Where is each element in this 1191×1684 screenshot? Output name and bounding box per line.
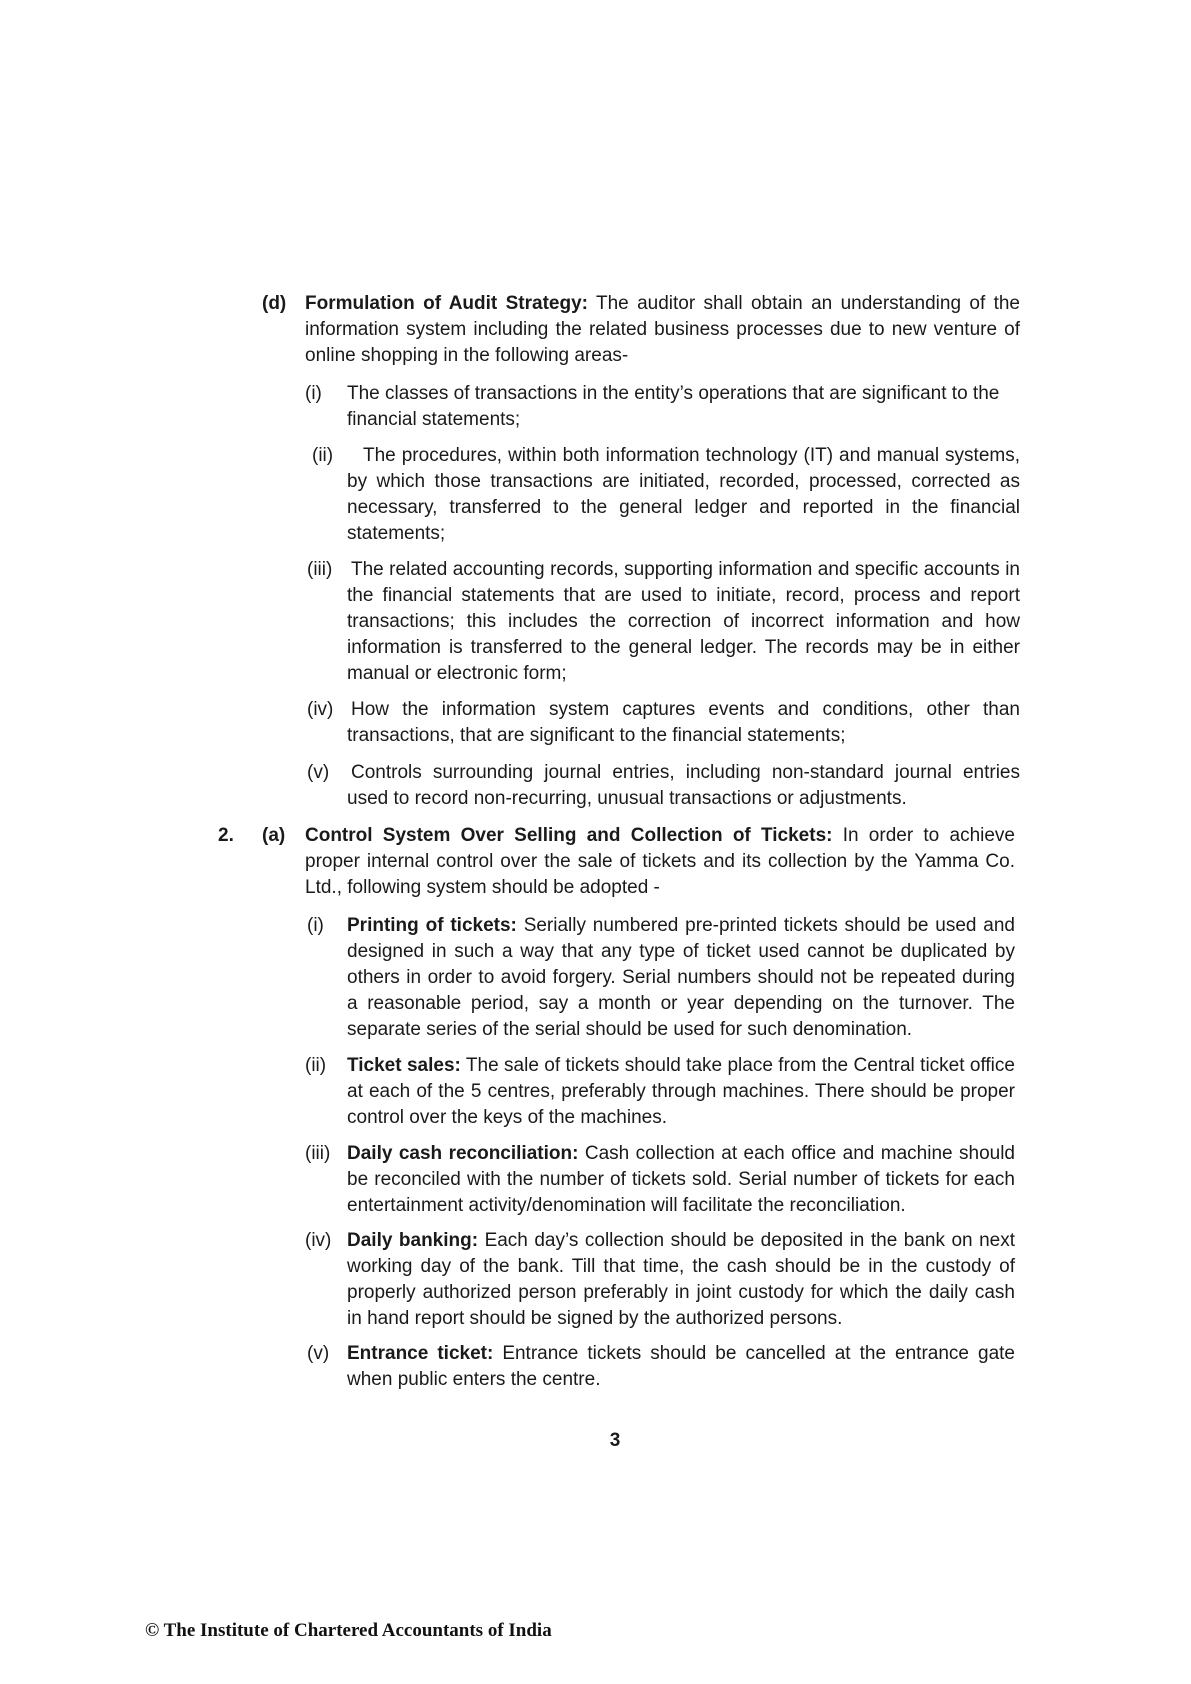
d-item-3-num: (iii) <box>307 559 333 580</box>
q2-item-3-text <box>347 1141 1015 1219</box>
q2-item-5-title: Entrance ticket: <box>347 1343 494 1364</box>
section-d-marker: (d) <box>262 293 287 314</box>
question-2-number: 2. <box>218 825 234 846</box>
d-item-2-num: (ii) <box>312 445 334 466</box>
q2-item-1-title: Printing of tickets: <box>347 915 517 936</box>
q2-item-4-title: Daily banking: <box>347 1230 479 1251</box>
d-item-5-text: Controls surrounding journal entries, including non-standard journal entries used to record non-recurring, unusual transactions or adjustments. <box>347 762 1020 809</box>
page-number: 3 <box>609 1430 621 1451</box>
q2-item-2-num: (ii) <box>305 1055 327 1076</box>
q2-item-4-num: (iv) <box>305 1230 332 1251</box>
d-item-1-text: The classes of transactions in the entity’s operations that are significant to the financial statements; <box>347 383 1000 430</box>
q2-item-4-text <box>347 1228 1015 1332</box>
q2-item-3-body: Cash collection at each office and machine should be reconciled with the number of tickets sold. Serial number of tickets for each entertainment activity/denomination will facilitate the reconciliation. <box>347 1143 1015 1216</box>
q2-item-4-body: Each day’s collection should be deposited in the bank on next working day of the bank. Till that time, the cash should be in the custody of properly authorized person preferably in joint custody for which the daily cash in hand report should be signed by the authorized persons. <box>347 1230 1015 1329</box>
section-d-paragraph <box>305 291 1020 369</box>
q2-item-3-title: Daily cash reconciliation: <box>347 1143 579 1164</box>
q2-item-1-body: Serially numbered pre-printed tickets should be used and designed in such a way that any type of ticket used cannot be duplicated by others in order to avoid forgery. Serial numbers should not be repeated during a reasonable period, say a month or year depending on the turnover. The separate series of the serial should be used for such denomination. <box>347 915 1015 1040</box>
q2-item-2-title: Ticket sales: <box>347 1055 461 1076</box>
section-d-title: Formulation of Audit Strategy: <box>305 293 588 314</box>
d-item-1-num: (i) <box>305 383 322 404</box>
q2-item-5-body: Entrance tickets should be cancelled at the entrance gate when public enters the centre. <box>347 1343 1015 1390</box>
question-2a-paragraph <box>305 823 1015 901</box>
d-item-5-num: (v) <box>307 762 330 783</box>
d-item-4-num: (iv) <box>307 699 334 720</box>
question-2a-text: In order to achieve proper internal control over the sale of tickets and its collection by the Yamma Co. Ltd., following system should be adopted - <box>305 825 1015 898</box>
d-item-4-text: How the information system captures events and conditions, other than transactions, that are significant to the financial statements; <box>347 699 1020 746</box>
d-item-2-text: The procedures, within both information technology (IT) and manual systems, by which those transactions are initiated, recorded, processed, corrected as necessary, transferred to the general ledger and reported in the financial statements; <box>347 445 1020 544</box>
q2-item-2-text <box>347 1053 1015 1131</box>
d-item-3-text: The related accounting records, supporting information and specific accounts in the financial statements that are used to initiate, record, process and report transactions; this includes the correction of incorrect information and how information is transferred to the general ledger. The records may be in either manual or electronic form; <box>347 559 1020 684</box>
q2-item-5-text <box>347 1341 1015 1393</box>
footer-copyright: © The Institute of Chartered Accountants of India <box>145 1620 552 1641</box>
section-d-text: The auditor shall obtain an understanding of the information system including the related business processes due to new venture of online shopping in the following areas- <box>305 293 1020 366</box>
q2-item-1-num: (i) <box>307 915 324 936</box>
question-2a-title: Control System Over Selling and Collection of Tickets: <box>305 825 833 846</box>
q2-item-1-text <box>347 913 1015 1043</box>
q2-item-5-num: (v) <box>307 1343 330 1364</box>
question-2a-marker: (a) <box>262 825 286 846</box>
q2-item-3-num: (iii) <box>305 1143 331 1164</box>
q2-item-2-body: The sale of tickets should take place from the Central ticket office at each of the 5 centres, preferably through machines. There should be proper control over the keys of the machines. <box>347 1055 1015 1128</box>
